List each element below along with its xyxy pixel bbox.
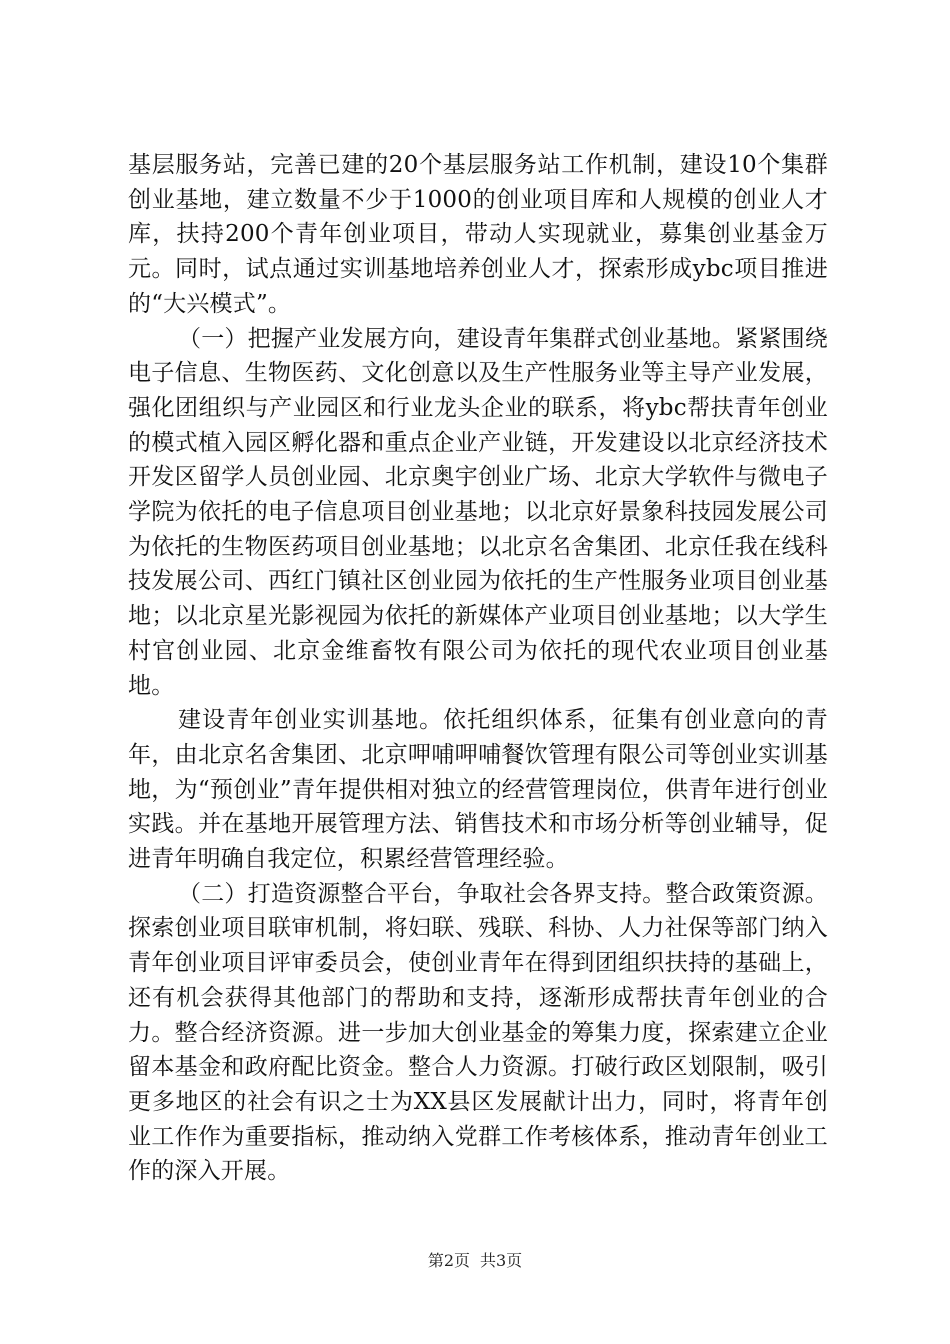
paragraph-3: 建设青年创业实训基地。依托组织体系，征集有创业意向的青年，由北京名舍集团、北京呷哺呷哺餐饮管理有限公司等创业实训基地，为“预创业”青年提供相对独立的经营管理岗位，供青年进行创业实践。并在基地开展管理方法、销售技术和市场分析等创业辅导，促进青年明确自我定位，积累经营管理经验。	[128, 707, 828, 873]
document-body	[128, 148, 828, 1189]
paragraph-4: （二）打造资源整合平台，争取社会各界支持。整合政策资源。探索创业项目联审机制，将妇联、残联、科协、人力社保等部门纳入青年创业项目评审委员会，使创业青年在得到团组织扶持的基础上，还有机会获得其他部门的帮助和支持，逐渐形成帮扶青年创业的合力。整合经济资源。进一步加大创业基金的筹集力度，探索建立企业留本基金和政府配比资金。整合人力资源。打破行政区划限制，吸引更多地区的社会有识之士为XX县区发展献计出力，同时，将青年创业工作作为重要指标，推动纳入党群工作考核体系，推动青年创业工作的深入开展。	[128, 880, 828, 1185]
page-number-total: 共3页	[480, 1251, 523, 1270]
page-footer	[0, 1251, 950, 1271]
paragraph-1: 基层服务站，完善已建的20个基层服务站工作机制，建设10个集群创业基地，建立数量不少于1000的创业项目库和人规模的创业人才库，扶持200个青年创业项目，带动人实现就业，募集创业基金万元。同时，试点通过实训基地培养创业人才，探索形成ybc项目推进的“大兴模式”。	[128, 152, 828, 317]
page-number-current: 第2页	[427, 1251, 470, 1270]
paragraph-2: （一）把握产业发展方向，建设青年集群式创业基地。紧紧围绕电子信息、生物医药、文化创意以及生产性服务业等主导产业发展，强化团组织与产业园区和行业龙头企业的联系，将ybc帮扶青年创业的模式植入园区孵化器和重点企业产业链，开发建设以北京经济技术开发区留学人员创业园、北京奥宇创业广场、北京大学软件与微电子学院为依托的电子信息项目创业基地；以北京好景象科技园发展公司为依托的生物医药项目创业基地；以北京名舍集团、北京任我在线科技发展公司、西红门镇社区创业园为依托的生产性服务业项目创业基地；以北京星光影视园为依托的新媒体产业项目创业基地；以大学生村官创业园、北京金维畜牧有限公司为依托的现代农业项目创业基地。	[128, 325, 828, 699]
